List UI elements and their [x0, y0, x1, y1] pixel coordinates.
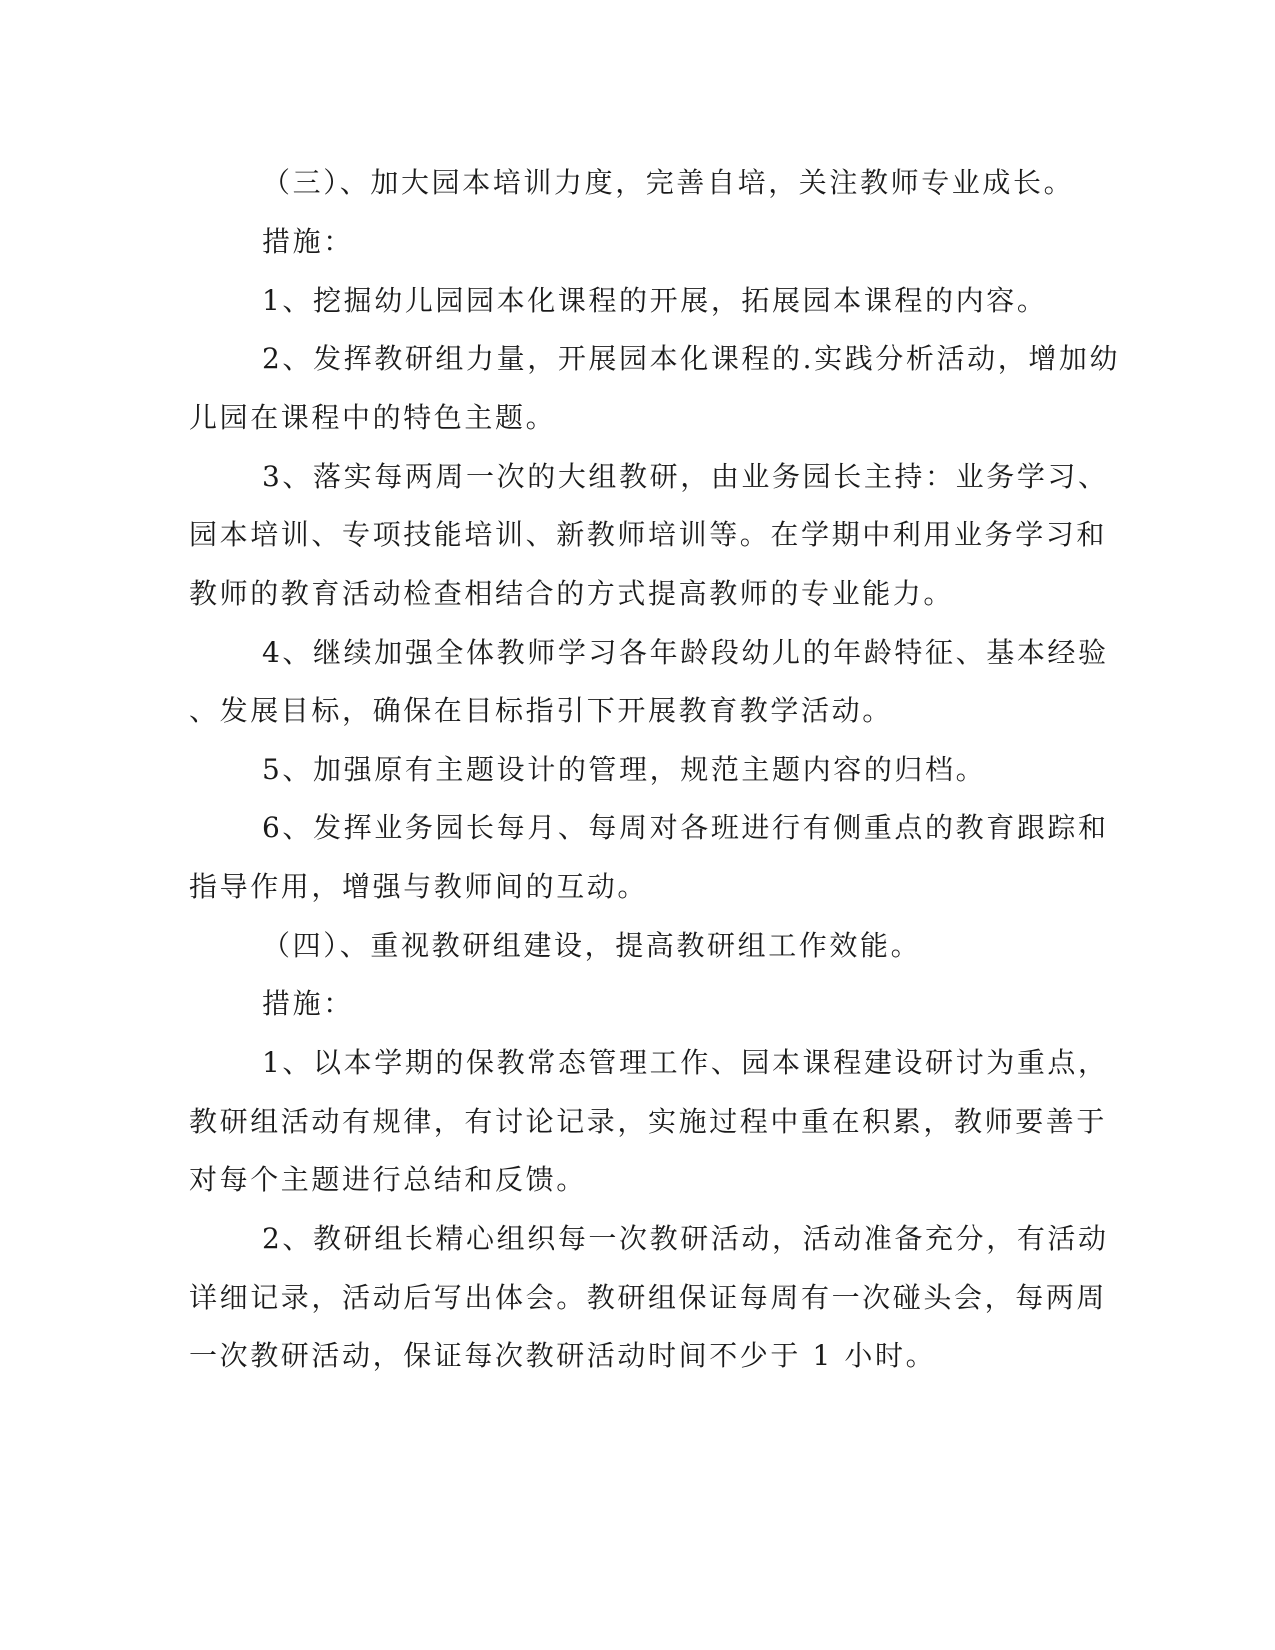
paragraph-line: 2、教研组长精心组织每一次教研活动，活动准备充分，有活动 — [262, 1222, 1109, 1255]
paragraph-line: 、发展目标，确保在目标指引下开展教育教学活动。 — [189, 694, 893, 727]
paragraph-line: 2、发挥教研组力量，开展园本化课程的.实践分析活动，增加幼 — [262, 342, 1121, 375]
section-heading-3: （三）、加大园本培训力度，完善自培，关注教师专业成长。 — [262, 166, 1075, 199]
paragraph-line: 1、挖掘幼儿园园本化课程的开展，拓展园本课程的内容。 — [262, 284, 1048, 317]
paragraph-line: 园本培训、专项技能培训、新教师培训等。在学期中利用业务学习和 — [189, 518, 1108, 551]
paragraph-line: 3、落实每两周一次的大组教研，由业务园长主持：业务学习、 — [262, 460, 1109, 493]
measures-label: 措施： — [262, 225, 354, 258]
paragraph-line: 教研组活动有规律，有讨论记录，实施过程中重在积累，教师要善于 — [189, 1105, 1108, 1138]
paragraph-line: 详细记录，活动后写出体会。教研组保证每周有一次碰头会，每两周 — [189, 1281, 1108, 1314]
paragraph-line: 教师的教育活动检查相结合的方式提高教师的专业能力。 — [189, 577, 955, 610]
paragraph-line: 1、以本学期的保教常态管理工作、园本课程建设研讨为重点， — [262, 1046, 1109, 1079]
measures-label: 措施： — [262, 987, 354, 1020]
paragraph-line: 对每个主题进行总结和反馈。 — [189, 1163, 587, 1196]
paragraph-line: 儿园在课程中的特色主题。 — [189, 401, 557, 434]
paragraph-line: 一次教研活动，保证每次教研活动时间不少于 1 小时。 — [189, 1339, 937, 1372]
paragraph-line: 指导作用，增强与教师间的互动。 — [189, 870, 649, 903]
section-heading-4: （四）、重视教研组建设，提高教研组工作效能。 — [262, 929, 922, 962]
paragraph-line: 4、继续加强全体教师学习各年龄段幼儿的年龄特征、基本经验 — [262, 636, 1109, 669]
paragraph-line: 6、发挥业务园长每月、每周对各班进行有侧重点的教育跟踪和 — [262, 811, 1109, 844]
paragraph-line: 5、加强原有主题设计的管理，规范主题内容的归档。 — [262, 753, 987, 786]
